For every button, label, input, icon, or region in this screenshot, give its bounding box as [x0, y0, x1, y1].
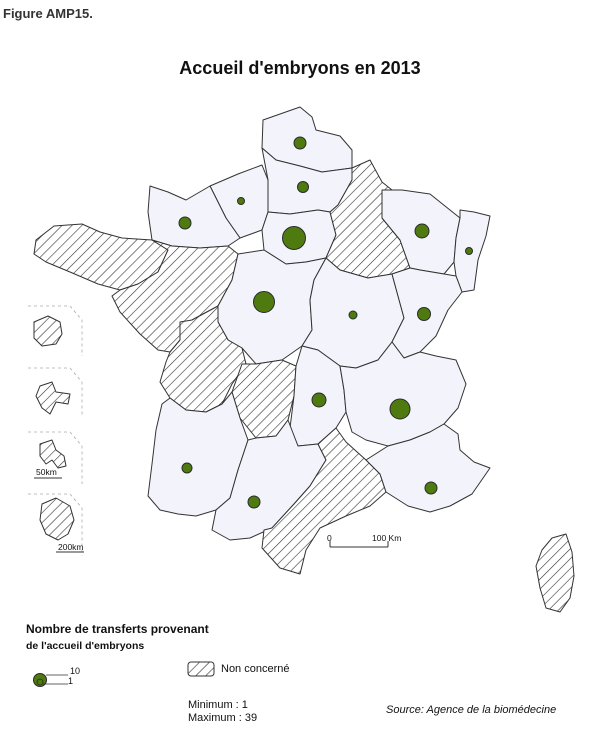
- circle-centre: [254, 292, 275, 313]
- circle-rhone-alpes: [390, 399, 410, 419]
- stats-maximum: Maximum : 39: [188, 712, 258, 724]
- circle-picardie: [298, 182, 309, 193]
- circle-auvergne: [312, 393, 326, 407]
- circle-nord-pas-de-calais: [294, 137, 306, 149]
- legend-not-concerned-label: Non concerné: [221, 663, 290, 675]
- scale-zero-label: 0: [327, 533, 332, 543]
- region-la-reunion: [34, 316, 62, 346]
- map-title: Accueil d'embryons en 2013: [179, 58, 421, 78]
- legend-circle-symbol: [34, 674, 69, 687]
- circle-lorraine: [415, 224, 429, 238]
- region-guyane: [40, 498, 74, 540]
- legend-circle-min-label: 1: [68, 676, 74, 686]
- inset-scale-200km-label: 200km: [58, 542, 84, 552]
- circle-haute-normandie: [238, 198, 245, 205]
- region-martinique: [36, 382, 70, 414]
- circle-ile-de-france: [283, 227, 306, 250]
- stats-minimum: Minimum : 1: [188, 699, 248, 711]
- scale-100km-label: 100 Km: [372, 533, 402, 543]
- source-note: Source: Agence de la biomédecine: [386, 704, 557, 716]
- legend-hatch-swatch: [188, 662, 214, 676]
- circle-basse-normandie: [179, 217, 191, 229]
- legend-title: Nombre de transferts provenant: [26, 622, 209, 636]
- circle-paca: [425, 482, 437, 494]
- stats-block: [188, 699, 257, 725]
- inset-scale-50km-label: 50km: [36, 467, 57, 477]
- circle-alsace: [466, 248, 473, 255]
- circle-midi-pyrenees: [248, 496, 260, 508]
- legend-circle-max-label: 10: [70, 666, 81, 676]
- legend-subtitle: de l'accueil d'embryons: [26, 640, 145, 652]
- region-guadeloupe: [40, 440, 66, 468]
- region-corse: [536, 534, 574, 612]
- circle-franche-comte: [418, 308, 431, 321]
- figure-label: Figure AMP15.: [3, 6, 93, 21]
- circle-bourgogne: [349, 311, 357, 319]
- circle-aquitaine: [182, 463, 192, 473]
